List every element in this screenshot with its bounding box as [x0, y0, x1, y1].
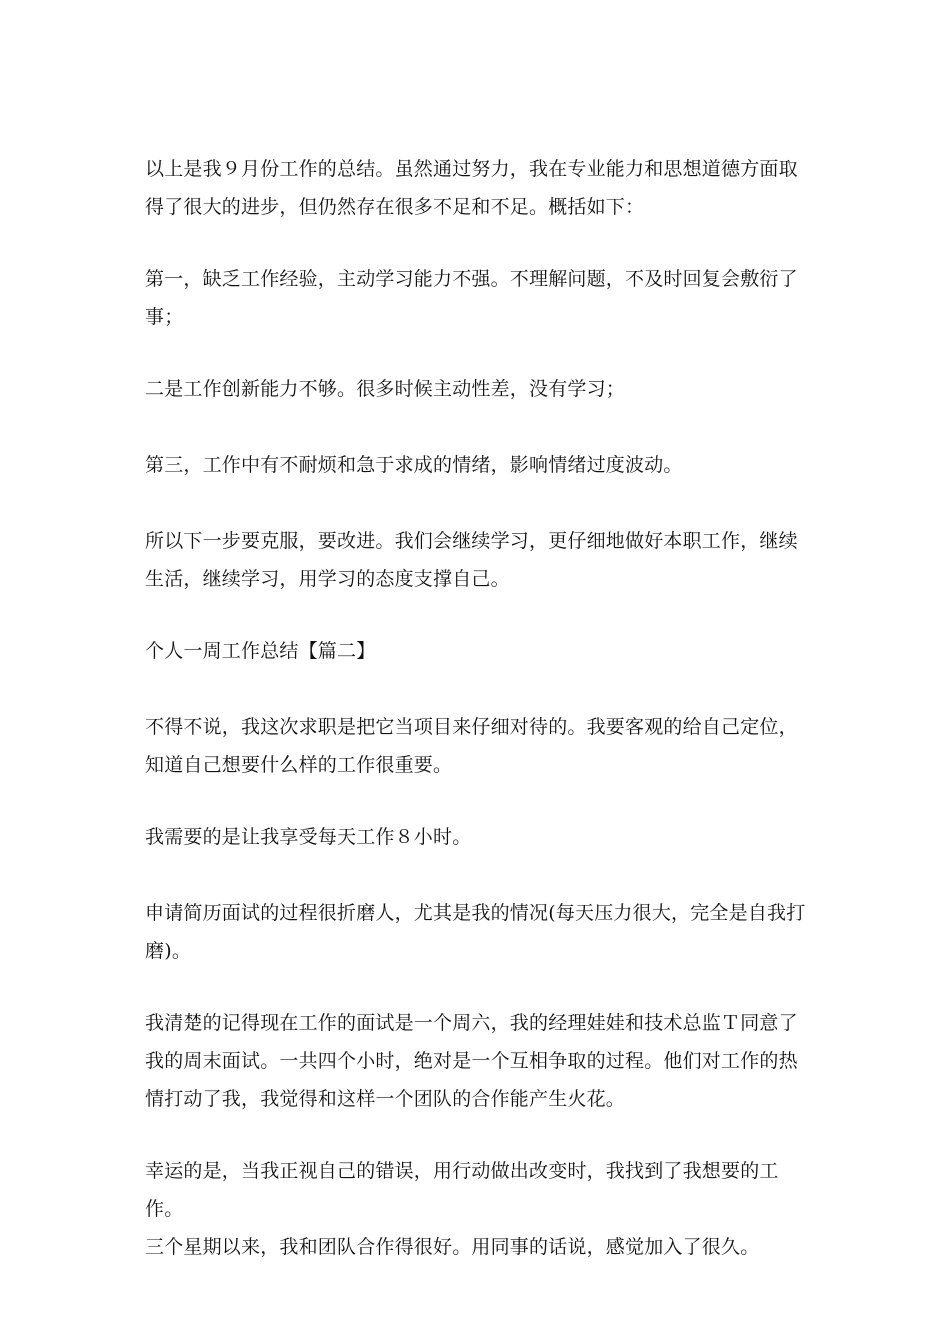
paragraph-7: [145, 708, 815, 784]
paragraph-line: 我的周末面试。一共四个小时，绝对是一个互相争取的过程。他们对工作的热: [145, 1050, 798, 1072]
paragraph-10: [145, 1004, 815, 1118]
paragraph-5: [145, 522, 815, 598]
paragraph-line: 第三，工作中有不耐烦和急于求成的情绪，影响情绪过度波动。: [145, 454, 683, 476]
paragraph-line: 申请简历面试的过程很折磨人，尤其是我的情况(每天压力很大，完全是自我打: [145, 902, 806, 924]
paragraph-11: [145, 1152, 815, 1266]
paragraph-line: 情打动了我，我觉得和这样一个团队的合作能产生火花。: [145, 1088, 626, 1110]
paragraph-2: [145, 260, 815, 336]
paragraph-line: 以上是我９月份工作的总结。虽然通过努力，我在专业能力和思想道德方面取: [145, 158, 798, 180]
paragraph-line: 个人一周工作总结【篇二】: [145, 640, 376, 662]
paragraph-line: 第一，缺乏工作经验，主动学习能力不强。不理解问题，不及时回复会敷衍了: [145, 268, 798, 290]
paragraph-line: 生活，继续学习，用学习的态度支撑自己。: [145, 568, 510, 590]
paragraph-line: 三个星期以来，我和团队合作得很好。用同事的话说，感觉加入了很久。: [145, 1236, 760, 1258]
paragraph-line: 所以下一步要克服，要改进。我们会继续学习，更仔细地做好本职工作，继续: [145, 530, 798, 552]
paragraph-line: 幸运的是，当我正视自己的错误，用行动做出改变时，我找到了我想要的工作。: [145, 1160, 779, 1220]
paragraph-line: 我需要的是让我享受每天工作８小时。: [145, 826, 472, 848]
paragraph-line: 我清楚的记得现在工作的面试是一个周六，我的经理娃娃和技术总监Ｔ同意了: [145, 1012, 798, 1034]
paragraph-line: 不得不说，我这次求职是把它当项目来仔细对待的。我要客观的给自己定位，: [145, 716, 798, 738]
paragraph-9: [145, 894, 815, 970]
document-body: [145, 150, 815, 1300]
paragraph-line: 磨)。: [145, 940, 192, 962]
paragraph-line: 事；: [145, 306, 184, 328]
paragraph-line: 二是工作创新能力不够。很多时候主动性差，没有学习；: [145, 378, 626, 400]
paragraph-line: 得了很大的进步，但仍然存在很多不足和不足。概括如下：: [145, 196, 645, 218]
section-heading: [145, 632, 815, 670]
paragraph-4: [145, 446, 815, 484]
paragraph-line: 知道自己想要什么样的工作很重要。: [145, 754, 453, 776]
paragraph-8: [145, 818, 815, 856]
paragraph-3: [145, 370, 815, 408]
paragraph-1: [145, 150, 815, 226]
